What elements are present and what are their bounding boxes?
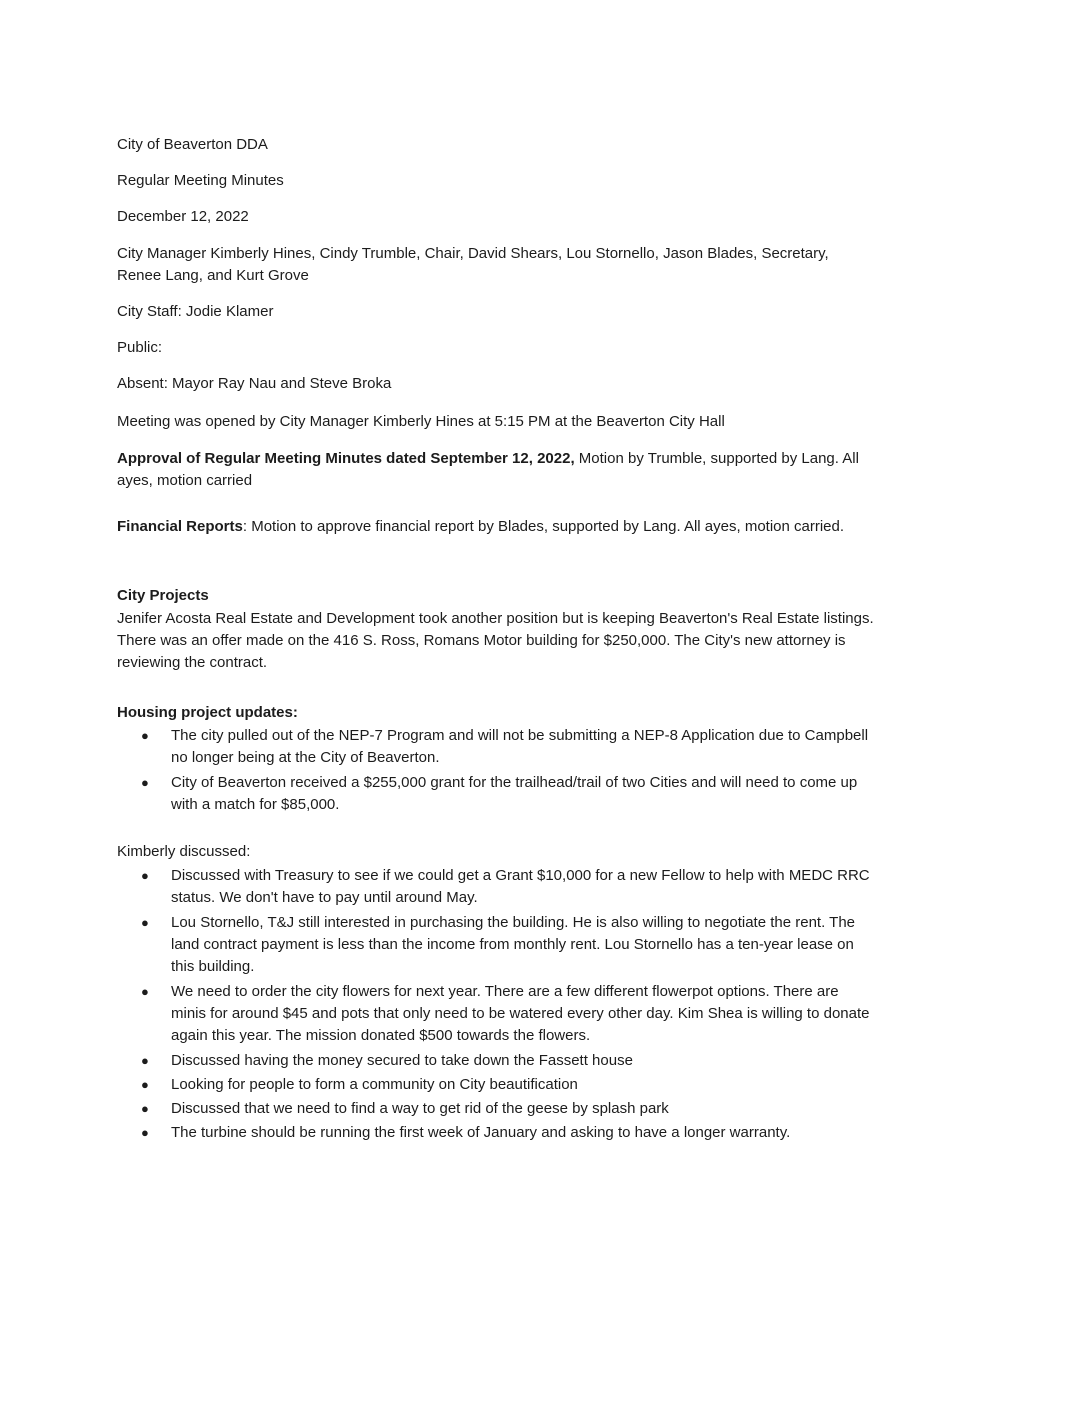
document-title: Regular Meeting Minutes [117, 172, 284, 189]
public: Public: [117, 339, 163, 356]
list-item: ● The city pulled out of the NEP-7 Program and will not be submitting a NEP-8 Application due to Campbell no longer being at the City of Beaverton. [141, 727, 869, 766]
approval-text: Motion by Trumble, supported by Lang. All ayes, motion carried [117, 450, 859, 489]
approval-heading: Approval of Regular Meeting Minutes dated September 12, 2022, [117, 450, 575, 467]
kimberly-list [117, 865, 877, 1144]
bullet-icon: ● [141, 868, 149, 883]
kimberly-heading: Kimberly discussed: [117, 843, 251, 860]
list-item: ● Looking for people to form a community on City beautification [117, 1074, 877, 1096]
city-staff: City Staff: Jodie Klamer [117, 303, 274, 320]
list-item: ● Discussed with Treasury to see if we could get a Grant $10,000 for a new Fellow to help with MEDC RRC status. We don't have to pay until around May. [141, 867, 870, 906]
meeting-opened: Meeting was opened by City Manager Kimberly Hines at 5:15 PM at the Beaverton City Hall [117, 413, 725, 430]
meeting-date: December 12, 2022 [117, 208, 249, 225]
bullet-icon: ● [141, 775, 149, 790]
housing-list [117, 725, 877, 816]
list-item: ● Discussed that we need to find a way to get rid of the geese by splash park [117, 1098, 877, 1120]
approval-paragraph [117, 448, 877, 492]
org-name: City of Beaverton DDA [117, 136, 268, 153]
financial-paragraph [117, 516, 877, 538]
bullet-icon: ● [141, 915, 149, 930]
list-item: ● Discussed having the money secured to take down the Fassett house [117, 1050, 877, 1072]
bullet-icon: ● [141, 1053, 149, 1068]
city-projects-text: Jenifer Acosta Real Estate and Development took another position but is keeping Beaverton's Real Estate listings. There was an offer made on the 416 S. Ross, Romans Motor building for $250,000. The City's new attorney is reviewing the contract. [117, 610, 874, 671]
list-item: ● Lou Stornello, T&J still interested in purchasing the building. He is also willing to negotiate the rent. The land contract payment is less than the income from monthly rent. Lou Stornello has a ten-year lease on this building. [141, 914, 856, 975]
financial-heading: Financial Reports [117, 518, 243, 535]
bullet-icon: ● [141, 728, 149, 743]
city-projects-heading: City Projects [117, 587, 209, 604]
attendees: City Manager Kimberly Hines, Cindy Trumble, Chair, David Shears, Lou Stornello, Jason Blades, Secretary, Renee Lang, and Kurt Grove [117, 245, 829, 284]
housing-heading: Housing project updates: [117, 704, 298, 721]
list-item: ● We need to order the city flowers for next year. There are a few different flowerpot options. There are minis for around $45 and pots that only need to be watered every other day. Kim Shea is willing to donate again this year. The mission donated $500 towards the flowers. [141, 983, 870, 1044]
absent: Absent: Mayor Ray Nau and Steve Broka [117, 375, 392, 392]
bullet-icon: ● [141, 1125, 149, 1140]
bullet-icon: ● [141, 1077, 149, 1092]
list-item: ● The turbine should be running the first week of January and asking to have a longer warranty. [117, 1122, 877, 1144]
bullet-icon: ● [141, 984, 149, 999]
bullet-icon: ● [141, 1101, 149, 1116]
financial-text: : Motion to approve financial report by Blades, supported by Lang. All ayes, motion carried. [242, 518, 845, 535]
list-item: ● City of Beaverton received a $255,000 grant for the trailhead/trail of two Cities and will need to come up with a match for $85,000. [141, 774, 858, 813]
